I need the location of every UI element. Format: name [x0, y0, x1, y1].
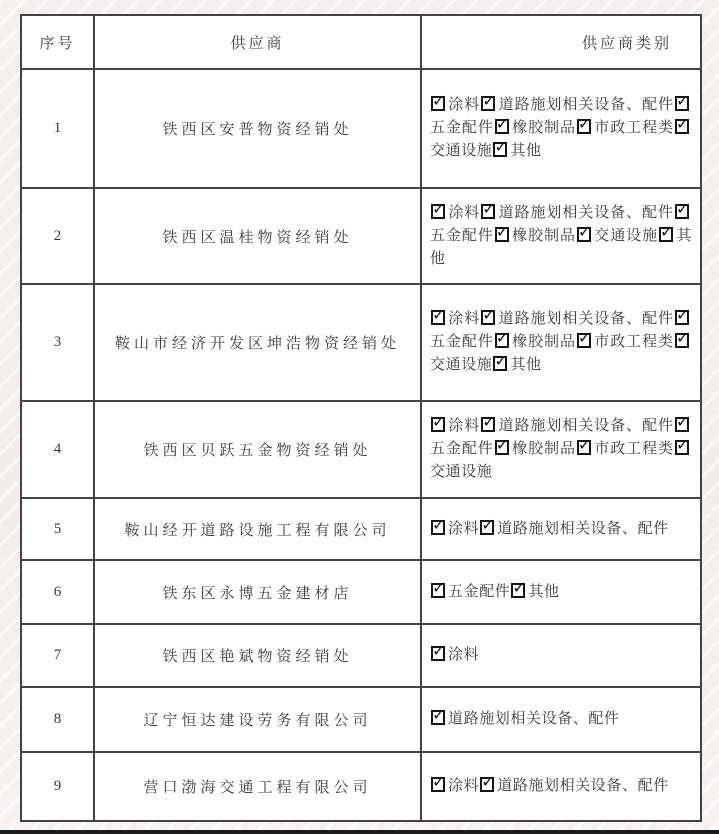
checked-checkbox-icon: [431, 417, 445, 432]
row-number-cell: 7: [21, 624, 94, 687]
row-number-cell: 6: [21, 560, 94, 624]
category-label: 涂料: [448, 520, 480, 537]
category-label: 道路施划相关设备、配件: [497, 778, 669, 794]
category-label: 橡胶制品: [511, 441, 576, 457]
supplier-category-cell: [421, 69, 701, 188]
table-row: [21, 624, 701, 687]
category-label: 涂料: [448, 204, 481, 221]
category-label: 五金配件: [430, 120, 494, 136]
category-label: 道路施划相关设备、配件: [498, 97, 675, 113]
table-row: [21, 284, 701, 401]
checked-checkbox-icon: [431, 583, 445, 598]
table-header-row: [21, 15, 701, 69]
row-number-cell: 8: [21, 687, 94, 752]
category-label: 五金配件: [430, 441, 494, 457]
supplier-category-cell: [421, 498, 701, 560]
supplier-table: [20, 14, 702, 822]
checked-checkbox-icon: [675, 333, 689, 348]
category-label: 道路施划相关设备、配件: [498, 311, 675, 327]
checked-checkbox-icon: [577, 333, 591, 348]
table-row: [21, 687, 701, 752]
category-label: 道路施划相关设备、配件: [497, 520, 669, 537]
supplier-category-cell: [421, 284, 701, 401]
supplier-name-cell: 铁东区永博五金建材店: [94, 560, 421, 624]
category-label: 市政工程类: [593, 441, 674, 457]
checked-checkbox-icon: [481, 204, 495, 219]
row-number-cell: 1: [21, 69, 94, 188]
checked-checkbox-icon: [495, 333, 509, 348]
checked-checkbox-icon: [675, 417, 689, 432]
checked-checkbox-icon: [577, 440, 591, 455]
supplier-category-cell: [421, 188, 701, 284]
checked-checkbox-icon: [431, 204, 445, 219]
supplier-category-cell: [421, 624, 701, 687]
col-header-category: 供应商类别: [421, 15, 701, 69]
col-header-supplier: 供应商: [94, 15, 421, 69]
col-header-no: 序号: [21, 15, 94, 69]
category-label: 涂料: [448, 647, 480, 663]
checked-checkbox-icon: [480, 777, 494, 792]
supplier-name-cell: 铁西区安普物资经销处: [94, 69, 421, 188]
table-row: [21, 752, 701, 821]
category-label: 市政工程类: [593, 120, 674, 136]
category-label: 其他: [430, 227, 692, 267]
category-label: 涂料: [448, 311, 481, 327]
category-label: 涂料: [448, 778, 480, 794]
checked-checkbox-icon: [675, 440, 689, 455]
table-row: [21, 401, 701, 498]
checked-checkbox-icon: [431, 520, 445, 535]
checked-checkbox-icon: [675, 96, 689, 111]
checked-checkbox-icon: [577, 119, 591, 134]
row-number-cell: 2: [21, 188, 94, 284]
category-label: 五金配件: [430, 334, 494, 350]
table-row: [21, 188, 701, 284]
table-row: [21, 560, 701, 624]
supplier-name-cell: 铁西区艳斌物资经销处: [94, 624, 421, 687]
checked-checkbox-icon: [481, 96, 495, 111]
category-label: 五金配件: [448, 583, 511, 600]
category-label: 交通设施: [430, 464, 493, 480]
category-label: 道路施划相关设备、配件: [498, 204, 675, 221]
checked-checkbox-icon: [675, 119, 689, 134]
supplier-name-cell: 鞍山经开道路设施工程有限公司: [94, 498, 421, 560]
checked-checkbox-icon: [577, 227, 591, 242]
supplier-name-cell: 铁西区温桂物资经销处: [94, 188, 421, 284]
checked-checkbox-icon: [659, 227, 673, 242]
checked-checkbox-icon: [511, 583, 525, 598]
checked-checkbox-icon: [481, 417, 495, 432]
checked-checkbox-icon: [431, 777, 445, 792]
checked-checkbox-icon: [493, 356, 507, 371]
category-label: 其他: [510, 357, 542, 373]
checked-checkbox-icon: [431, 96, 445, 111]
checked-checkbox-icon: [481, 310, 495, 325]
checked-checkbox-icon: [493, 142, 507, 157]
supplier-category-cell: [421, 560, 701, 624]
category-label: 交通设施: [593, 227, 659, 244]
category-label: 橡胶制品: [511, 120, 576, 136]
supplier-name-cell: 鞍山市经济开发区坤浩物资经销处: [94, 284, 421, 401]
category-label: 道路施划相关设备、配件: [498, 418, 675, 434]
checked-checkbox-icon: [495, 119, 509, 134]
checked-checkbox-icon: [675, 204, 689, 219]
checked-checkbox-icon: [431, 710, 445, 725]
supplier-category-cell: [421, 752, 701, 821]
row-number-cell: 9: [21, 752, 94, 821]
checked-checkbox-icon: [431, 310, 445, 325]
checked-checkbox-icon: [480, 520, 494, 535]
row-number-cell: 5: [21, 498, 94, 560]
category-label: 其他: [528, 583, 560, 600]
table-row: [21, 498, 701, 560]
supplier-category-cell: [421, 687, 701, 752]
supplier-name-cell: 辽宁恒达建设劳务有限公司: [94, 687, 421, 752]
category-label: 交通设施: [430, 357, 493, 373]
checked-checkbox-icon: [495, 440, 509, 455]
supplier-name-cell: 营口渤海交通工程有限公司: [94, 752, 421, 821]
category-label: 市政工程类: [593, 334, 674, 350]
checked-checkbox-icon: [431, 646, 445, 661]
row-number-cell: 3: [21, 284, 94, 401]
category-label: 五金配件: [430, 227, 494, 244]
category-label: 橡胶制品: [511, 334, 576, 350]
category-label: 交通设施: [430, 143, 493, 159]
supplier-name-cell: 铁西区贝跃五金物资经销处: [94, 401, 421, 498]
table-row: [21, 69, 701, 188]
category-label: 涂料: [448, 418, 481, 434]
category-label: 橡胶制品: [511, 227, 576, 244]
category-label: 其他: [510, 143, 542, 159]
category-label: 涂料: [448, 97, 481, 113]
checked-checkbox-icon: [495, 227, 509, 242]
category-label: 道路施划相关设备、配件: [448, 711, 620, 727]
checked-checkbox-icon: [675, 310, 689, 325]
bottom-border-bar: [0, 830, 719, 834]
row-number-cell: 4: [21, 401, 94, 498]
supplier-category-cell: [421, 401, 701, 498]
